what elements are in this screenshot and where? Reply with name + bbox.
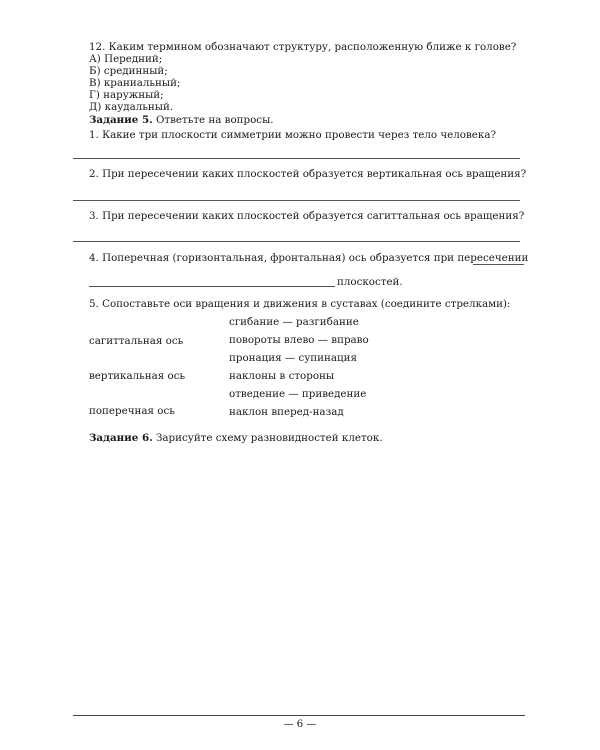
option-b: Б) срединный; [89,65,168,77]
movement-4: наклоны в стороны [229,370,335,382]
axis-transverse: поперечная ось [89,405,175,417]
movement-1: сгибание — разгибание [229,316,359,328]
task-6-instruction: Зарисуйте схему разновидностей клеток. [155,432,383,444]
movement-6: наклон вперед-назад [229,406,344,418]
option-d: Г) наружный; [89,89,164,101]
movement-5: отведение — приведение [229,388,367,400]
page-number: — 6 — [283,719,317,730]
task-5-question-5: 5. Сопоставьте оси вращения и движения в суставах (соедините стрелками): [89,298,511,310]
task-5-question-1: 1. Какие три плоскости симметрии можно провести через тело человека? [89,129,496,141]
answer-line-3[interactable] [73,241,520,242]
answer-line-1[interactable] [73,158,520,159]
task-5-heading [89,114,274,126]
footer-rule [73,715,525,716]
task-5-question-2: 2. При пересечении каких плоскостей образуется вертикальная ось вращения? [89,168,527,180]
task-5-title: Задание 5. [89,114,153,126]
option-a: А) Передний; [89,53,163,65]
movement-3: пронация — супинация [229,352,358,364]
option-e: Д) каудальный. [89,101,174,113]
movement-2: повороты влево — вправо [229,334,369,346]
task-5-question-4-part-2: плоскостей. [337,276,403,288]
axis-vertical: вертикальная ось [89,370,186,382]
task-5-question-3: 3. При пересечении каких плоскостей образуется сагиттальная ось вращения? [89,210,525,222]
task-6-title: Задание 6. [89,432,153,444]
answer-line-4b[interactable] [89,286,335,287]
option-c: В) краниальный; [89,77,181,89]
task-5-instruction: Ответьте на вопросы. [155,114,274,126]
answer-line-2[interactable] [73,200,520,201]
task-5-question-4-part-1: 4. Поперечная (горизонтальная, фронтальная) ось образуется при пересечении [89,252,529,264]
task-6-heading [89,432,383,444]
answer-line-4a[interactable] [473,264,524,265]
axis-sagittal: сагиттальная ось [89,335,184,347]
question-12-text: 12. Каким термином обозначают структуру, расположенную ближе к голове? [89,41,517,53]
